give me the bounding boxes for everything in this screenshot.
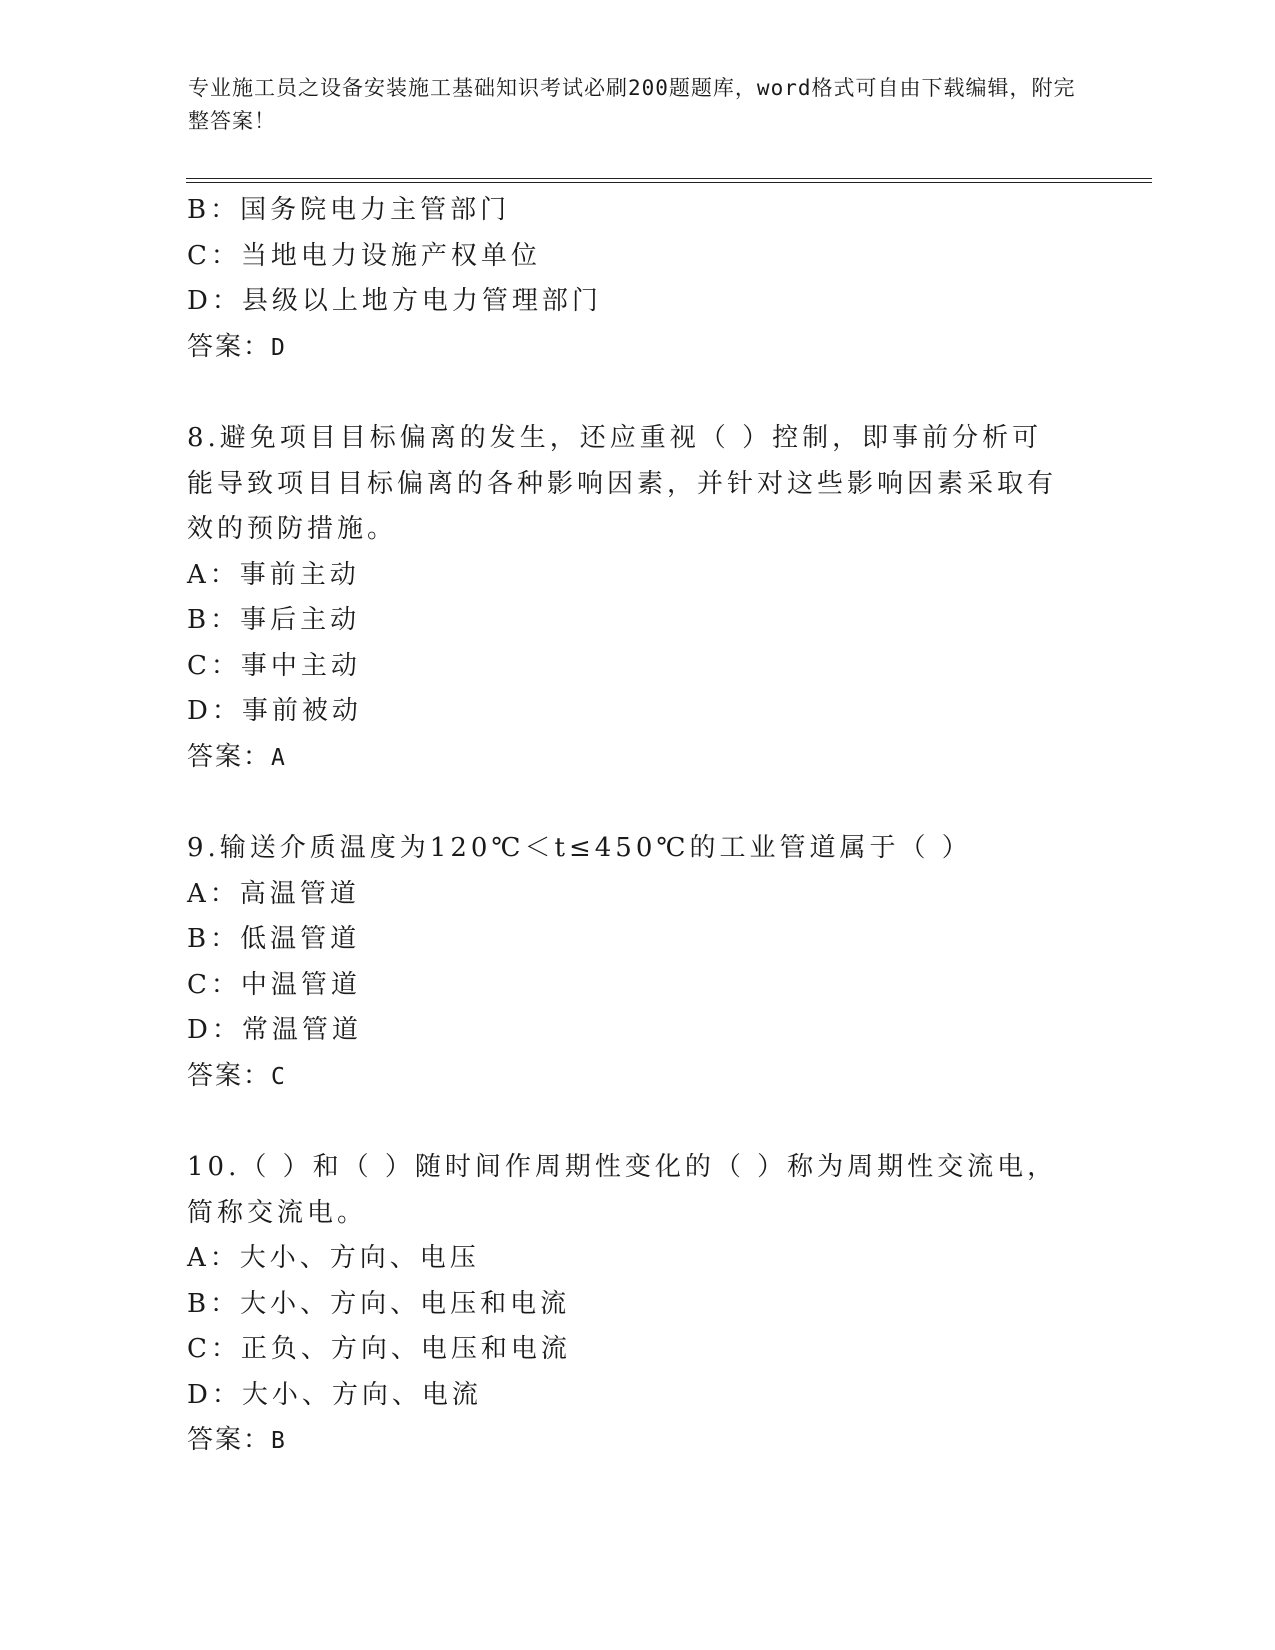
partial-question <box>187 188 1087 371</box>
document-header: 专业施工员之设备安装施工基础知识考试必刷200题题库，word格式可自由下载编辑，附完整答案！ <box>188 76 1076 133</box>
option-d: D：县级以上地方电力管理部门 <box>187 286 602 316</box>
answer-value: B <box>271 1428 285 1454</box>
question-9 <box>187 826 1087 1100</box>
answer-line <box>187 1418 1087 1465</box>
document-content <box>187 188 1087 1465</box>
answer-label: 答案： <box>187 741 272 772</box>
header-divider <box>186 178 1152 183</box>
answer-label: 答案： <box>187 331 272 362</box>
spacer <box>187 371 1087 416</box>
option-b: B：国务院电力主管部门 <box>187 195 511 225</box>
option-b: B：事后主动 <box>187 605 361 635</box>
spacer <box>187 781 1087 826</box>
answer-label: 答案： <box>187 1060 272 1091</box>
option-a: A：大小、方向、电压 <box>187 1243 480 1273</box>
option-c: C：事中主动 <box>187 650 361 681</box>
answer-value: D <box>271 334 285 361</box>
answer-value: A <box>271 744 285 771</box>
question-text: 8.避免项目目标偏离的发生，还应重视（ ）控制，即事前分析可能导致项目目标偏离的各种影响因素，并针对这些影响因素采取有效的预防措施。 <box>187 423 1058 544</box>
answer-label: 答案： <box>187 1425 272 1455</box>
option-a: A：事前主动 <box>187 559 360 590</box>
question-8 <box>187 416 1087 781</box>
question-text: 9.输送介质温度为120℃＜t≤450℃的工业管道属于（ ） <box>187 833 972 863</box>
option-c: C：正负、方向、电压和电流 <box>187 1334 571 1364</box>
answer-line <box>187 735 1087 782</box>
option-a: A：高温管道 <box>187 878 360 909</box>
answer-value: C <box>271 1063 285 1090</box>
option-b: B：低温管道 <box>187 924 361 954</box>
option-b: B：大小、方向、电压和电流 <box>187 1288 571 1319</box>
option-d: D：大小、方向、电流 <box>187 1379 482 1410</box>
question-10 <box>187 1145 1087 1465</box>
answer-line <box>187 325 1087 372</box>
option-d: D：事前被动 <box>187 696 362 726</box>
answer-line <box>187 1054 1087 1101</box>
option-c: C：当地电力设施产权单位 <box>187 240 541 271</box>
option-c: C：中温管道 <box>187 969 361 1000</box>
spacer <box>187 1100 1087 1145</box>
option-d: D：常温管道 <box>187 1015 362 1045</box>
question-text: 10.（ ）和（ ）随时间作周期性变化的（ ）称为周期性交流电，简称交流电。 <box>187 1152 1058 1228</box>
